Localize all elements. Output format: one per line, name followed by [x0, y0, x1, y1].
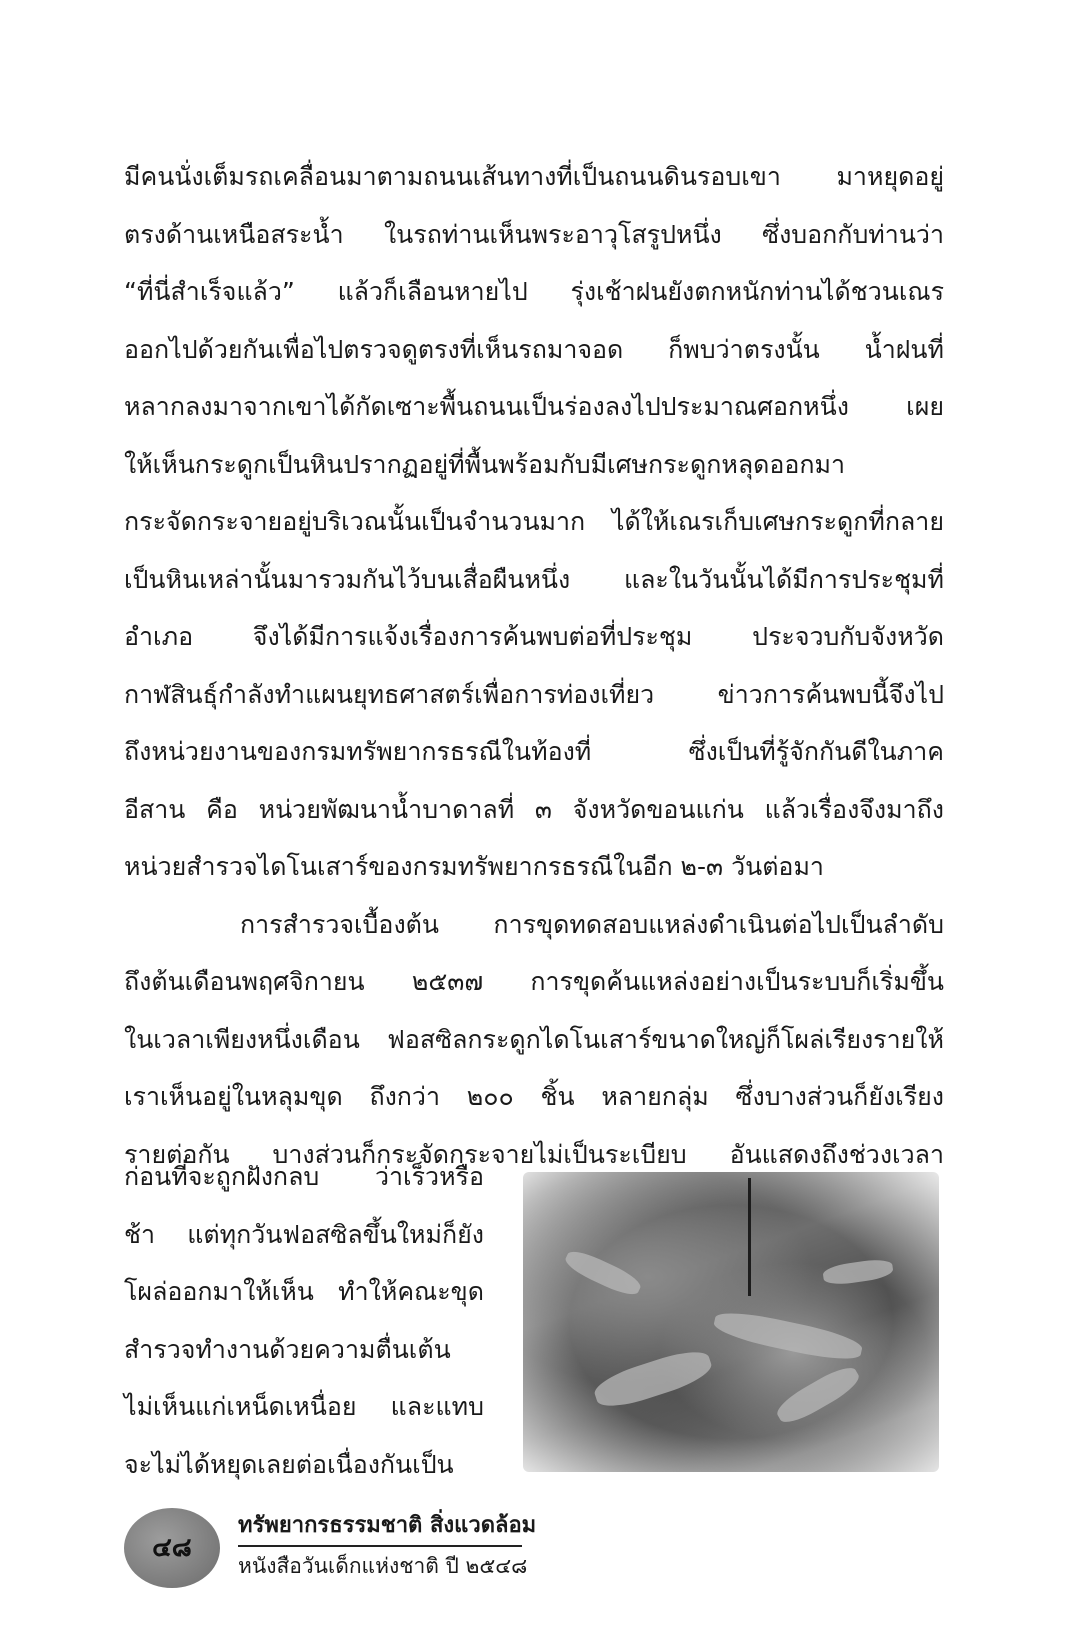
text-line: ถึงหน่วยงานของกรมทรัพยากรธรณีในท้องที่ ซึ่งเป็นที่รู้จักกันดีในภาค [124, 737, 944, 766]
text-line: หลากลงมาจากเขาได้กัดเซาะพื้นถนนเป็นร่องลงไปประมาณศอกหนึ่ง เผย [124, 392, 944, 421]
footer-subtitle: หนังสือวันเด็กแห่งชาติ ปี ๒๕๔๘ [238, 1554, 528, 1578]
text-line: ออกไปด้วยกันเพื่อไปตรวจดูตรงที่เห็นรถมาจอด ก็พบว่าตรงนั้น น้ำฝนที่ [124, 334, 944, 364]
text-line: ถึงต้นเดือนพฤศจิกายน ๒๕๓๗ การขุดค้นแหล่งอย่างเป็นระบบก็เริ่มขึ้น [124, 967, 944, 996]
fossil-bone [562, 1246, 644, 1300]
page-number: ๔๘ [124, 1508, 220, 1588]
text-line: มีคนนั่งเต็มรถเคลื่อนมาตามถนนเส้นทางที่เป็นถนนดินรอบเขา มาหยุดอยู่ [124, 162, 944, 191]
text-line: รายต่อกัน บางส่วนก็กระจัดกระจายไม่เป็นระเบียบ อันแสดงถึงช่วงเวลา [124, 1139, 944, 1169]
wrapped-text [124, 1148, 484, 1493]
fossil-bone [591, 1344, 716, 1413]
text-line: เป็นหินเหล่านั้นมารวมกันไว้บนเสื่อผืนหนึ่ง และในวันนั้นได้มีการประชุมที่ [124, 564, 944, 594]
fossil-bone [773, 1361, 864, 1429]
text-line: อำเภอ จึงได้มีการแจ้งเรื่องการค้นพบต่อที่ประชุม ประจวบกับจังหวัด [124, 622, 944, 651]
text-line: โผล่ออกมาให้เห็น ทำให้คณะขุด [124, 1277, 484, 1306]
text-line: เราเห็นอยู่ในหลุมขุด ถึงกว่า ๒๐๐ ชิ้น หลายกลุ่ม ซึ่งบางส่วนก็ยังเรียง [124, 1082, 944, 1111]
body-text [124, 148, 944, 1183]
text-line: ช้า แต่ทุกวันฟอสซิลขึ้นใหม่ก็ยัง [124, 1219, 484, 1249]
survey-post [748, 1178, 751, 1296]
text-line: หน่วยสำรวจไดโนเสาร์ของกรมทรัพยากรธรณีในอีก ๒-๓ วันต่อมา [124, 852, 824, 881]
text-line: ก่อนที่จะถูกฝังกลบ ว่าเร็วหรือ [124, 1162, 484, 1191]
text-line: ในเวลาเพียงหนึ่งเดือน ฟอสซิลกระดูกไดโนเสาร์ขนาดใหญ่ก็โผล่เรียงรายให้ [124, 1024, 944, 1054]
text-line: “ที่นี่สำเร็จแล้ว” แล้วก็เลือนหายไป รุ่งเช้าฝนยังตกหนักท่านได้ชวนเณร [124, 277, 944, 306]
fossil-bone [822, 1257, 894, 1287]
excavation-photo [523, 1172, 939, 1472]
text-line: ไม่เห็นแก่เหน็ดเหนื่อย และแทบ [124, 1392, 484, 1421]
text-line: อีสาน คือ หน่วยพัฒนาน้ำบาดาลที่ ๓ จังหวัดขอนแก่น แล้วเรื่องจึงมาถึง [124, 794, 944, 824]
text-line: การสำรวจเบื้องต้น การขุดทดสอบแหล่งดำเนินต่อไปเป็นลำดับ [240, 909, 944, 939]
text-line: สำรวจทำงานด้วยความตื่นเต้น [124, 1334, 451, 1364]
fossil-bone [712, 1307, 865, 1366]
text-line: ตรงด้านเหนือสระน้ำ ในรถท่านเห็นพระอาวุโสรูปหนึ่ง ซึ่งบอกกับท่านว่า [124, 219, 944, 249]
footer-title: ทรัพยากรธรรมชาติ สิ่งแวดล้อม [238, 1513, 537, 1538]
text-line: กระจัดกระจายอยู่บริเวณนั้นเป็นจำนวนมาก ได้ให้เณรเก็บเศษกระดูกที่กลาย [124, 507, 944, 536]
footer-divider [238, 1545, 522, 1547]
text-line: จะไม่ได้หยุดเลยต่อเนื่องกันเป็น [124, 1449, 454, 1479]
text-line: กาฬสินธุ์กำลังทำแผนยุทธศาสตร์เพื่อการท่องเที่ยว ข่าวการค้นพบนี้จึงไป [124, 679, 944, 709]
text-line: ให้เห็นกระดูกเป็นหินปรากฏอยู่ที่พื้นพร้อมกับมีเศษกระดูกหลุดออกมา [124, 449, 846, 479]
